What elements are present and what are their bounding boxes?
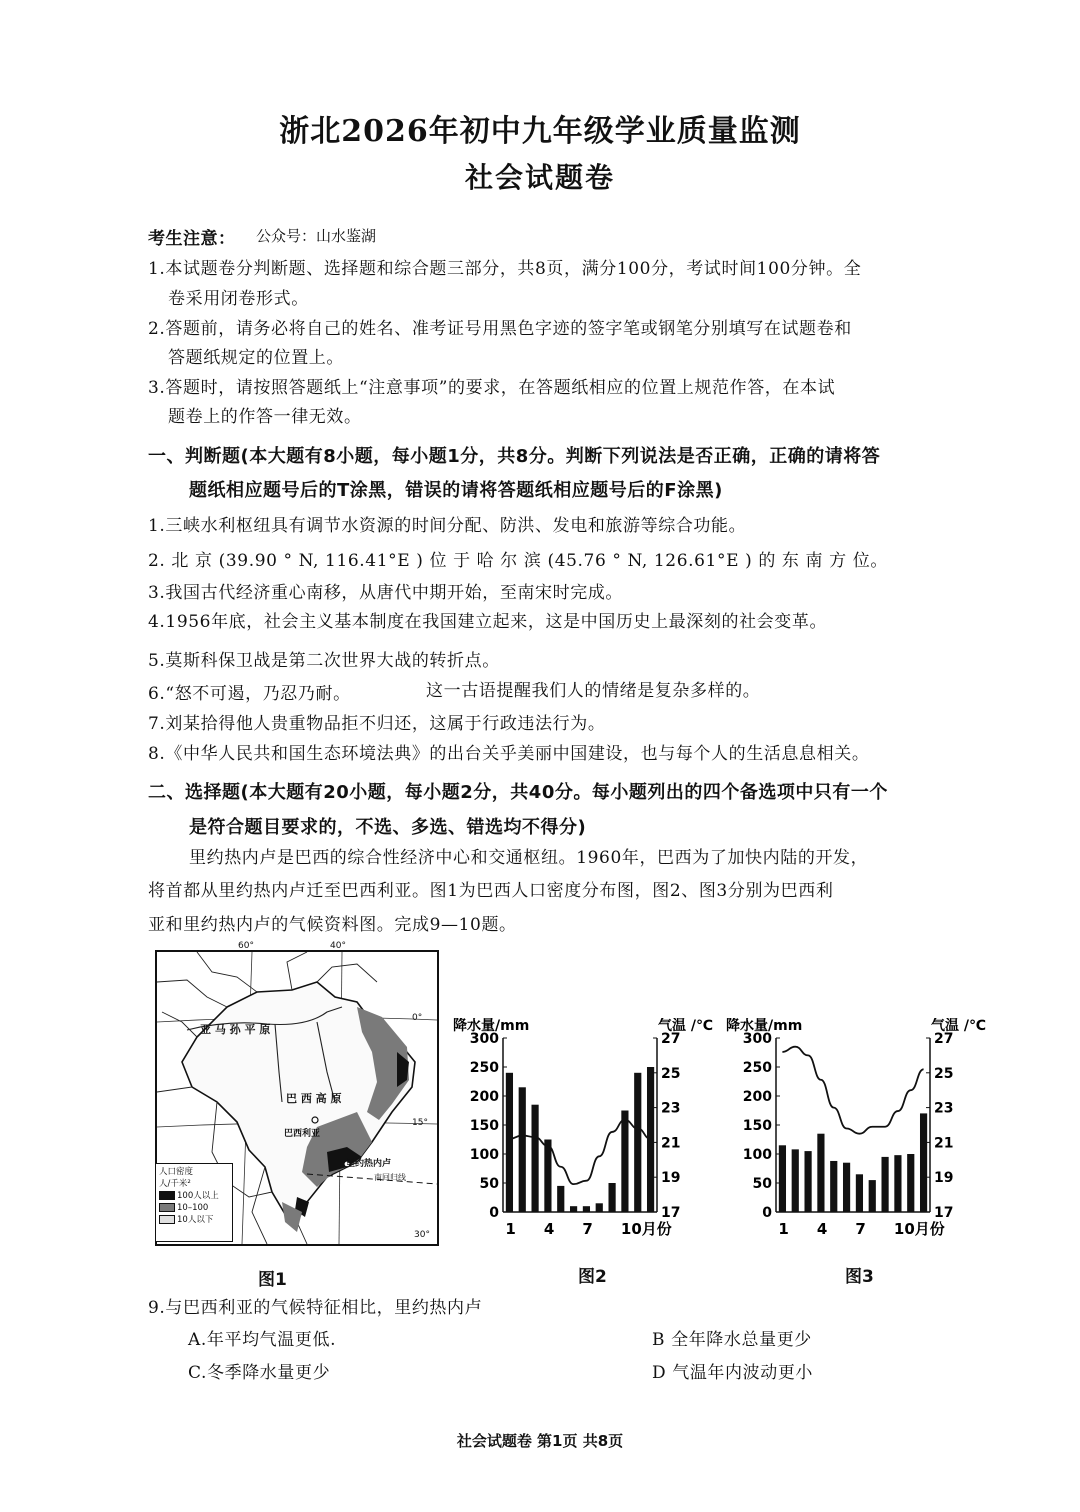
question-8: 8.《中华人民共和国生态环境法典》的出台关乎美丽中国建设，也与每个人的生活息息相关。 xyxy=(148,744,870,764)
chart2-precip-bar xyxy=(634,1073,641,1212)
legend-swatch-high xyxy=(159,1191,175,1200)
page-title: 浙北2026年初中九年级学业质量监测 xyxy=(279,114,801,149)
chart2-ytick-label: 250 xyxy=(469,1060,499,1076)
legend-title: 人口密度 xyxy=(159,1167,194,1177)
chart3-y2tick-label: 23 xyxy=(934,1100,954,1117)
notice-account: 公众号：山水鉴湖 xyxy=(256,227,377,245)
figure2-climate-chart xyxy=(445,1018,715,1248)
chart3-y2tick-label: 27 xyxy=(934,1031,954,1047)
legend-low: 10人以下 xyxy=(177,1215,214,1225)
map-lon40: 40° xyxy=(330,941,346,951)
chart3-precip-bar xyxy=(881,1157,888,1212)
chart3-temperature-line xyxy=(782,1047,923,1134)
chart3-precip-bar xyxy=(804,1151,811,1212)
chart2-ylabel: 降水量/mm xyxy=(453,1018,530,1034)
chart3-ytick-label: 100 xyxy=(742,1147,772,1163)
question-9-option-b: B 全年降水总量更少 xyxy=(652,1330,812,1350)
notice-item-3-line-1: 3.答题时，请按照答题纸上“注意事项”的要求，在答题纸相应的位置上规范作答，在本试 xyxy=(148,378,836,398)
chart3-precip-bar xyxy=(869,1180,876,1212)
question-5: 5.莫斯科保卫战是第二次世界大战的转折点。 xyxy=(148,651,500,671)
notice-item-3-line-2: 题卷上的作答一律无效。 xyxy=(168,407,362,427)
chart2-y2tick-label: 25 xyxy=(661,1065,681,1082)
legend-mid: 10–100 xyxy=(177,1203,209,1213)
chart2-y2tick-label: 21 xyxy=(661,1135,681,1152)
chart3-y2tick-label: 19 xyxy=(934,1170,954,1187)
chart2-xtick-label: 1 xyxy=(505,1220,516,1238)
chart2-xtick-label: 7 xyxy=(582,1220,593,1238)
chart2-ytick-label: 200 xyxy=(469,1089,499,1105)
notice-item-2-line-1: 2.答题前，请务必将自己的姓名、准考证号用黑色字迹的签字笔或钢笔分别填写在试题卷和 xyxy=(148,319,852,339)
chart2-y2tick-label: 27 xyxy=(661,1031,681,1047)
chart2-y2tick-label: 19 xyxy=(661,1170,681,1187)
map-label-tropic: 南回归线 xyxy=(374,1173,406,1182)
chart3-ytick-label: 150 xyxy=(742,1118,772,1134)
map-label-plateau: 巴 西 高 原 xyxy=(286,1092,342,1105)
question-9: 9.与巴西利亚的气候特征相比，里约热内卢 xyxy=(148,1298,483,1318)
legend-swatch-mid xyxy=(159,1203,175,1212)
section2-intro-line-1: 里约热内卢是巴西的综合性经济中心和交通枢纽。1960年，巴西为了加快内陆的开发， xyxy=(189,848,869,868)
legend-high: 100人以上 xyxy=(177,1191,219,1201)
section1-heading-line-1: 一、判断题(本大题有8小题，每小题1分，共8分。判断下列说法是否正确，正确的请将答 xyxy=(148,446,881,467)
legend-unit: 人/千米² xyxy=(159,1179,191,1189)
chart2-ytick-label: 150 xyxy=(469,1118,499,1134)
figure1-caption: 图1 xyxy=(258,1270,287,1290)
question-7: 7.刘某拾得他人贵重物品拒不归还，这属于行政违法行为。 xyxy=(148,714,606,734)
legend-swatch-low xyxy=(159,1215,175,1224)
chart3-y2label: 气温 /℃ xyxy=(931,1018,986,1034)
section2-heading-line-1: 二、选择题(本大题有20小题，每小题2分，共40分。每小题列出的四个备选项中只有一个 xyxy=(148,782,888,803)
chart3-y2tick-label: 25 xyxy=(934,1065,954,1082)
figure3-climate-chart xyxy=(718,1018,988,1248)
chart3-xtick-label: 10月份 xyxy=(893,1220,945,1238)
question-4: 4.1956年底，社会主义基本制度在我国建立起来，这是中国历史上最深刻的社会变革。 xyxy=(148,612,828,632)
question-1: 1.三峡水利枢纽具有调节水资源的时间分配、防洪、发电和旅游等综合功能。 xyxy=(148,516,747,536)
chart3-precip-bar xyxy=(907,1154,914,1212)
chart2-precip-bar xyxy=(596,1203,603,1212)
figure3-caption: 图3 xyxy=(845,1267,874,1287)
question-3: 3.我国古代经济重心南移，从唐代中期开始，至南宋时完成。 xyxy=(148,583,624,603)
chart2-xtick-label: 4 xyxy=(543,1220,555,1238)
map-lat0: 0° xyxy=(412,1013,423,1023)
chart3-ytick-label: 250 xyxy=(742,1060,772,1076)
chart2-precip-bar xyxy=(621,1111,628,1213)
question-6-part-b: 这一古语提醒我们人的情绪是复杂多样的。 xyxy=(426,681,761,701)
question-2: 2. 北 京 (39.90 ° N, 116.41°E ) 位 于 哈 尔 滨 (45.76 ° N, 126.61°E ) 的 东 南 方 位。 xyxy=(148,551,888,571)
brasilia-dot xyxy=(312,1117,318,1123)
chart2-precip-bar xyxy=(557,1186,564,1212)
chart3-precip-bar xyxy=(920,1113,927,1212)
map-label-amazon: 亚 马 孙 平 原 xyxy=(200,1023,271,1036)
chart2-ytick-label: 50 xyxy=(479,1176,499,1192)
map-label-brasilia: 巴西利亚 xyxy=(284,1129,321,1139)
chart2-y2tick-label: 23 xyxy=(661,1100,681,1117)
chart2-precip-bar xyxy=(506,1073,513,1212)
figure2-caption: 图2 xyxy=(578,1267,607,1287)
section2-intro-line-2: 将首都从里约热内卢迁至巴西利亚。图1为巴西人口密度分布图，图2、图3分别为巴西利 xyxy=(148,881,834,901)
chart2-ytick-label: 100 xyxy=(469,1147,499,1163)
chart3-ytick-label: 50 xyxy=(752,1176,772,1192)
chart3-precip-bar xyxy=(817,1134,824,1212)
map-lat15: 15° xyxy=(412,1118,428,1128)
chart3-precip-bar xyxy=(894,1155,901,1212)
chart2-precip-bar xyxy=(608,1183,615,1212)
chart2-temperature-line xyxy=(509,1120,650,1184)
notice-item-2-line-2: 答题纸规定的位置上。 xyxy=(168,348,344,368)
section2-intro-line-3: 亚和里约热内卢的气候资料图。完成9—10题。 xyxy=(148,915,517,935)
notice-item-1-line-2: 卷采用闭卷形式。 xyxy=(168,289,309,309)
page-footer: 社会试题卷 第1页 共8页 xyxy=(456,1432,624,1450)
chart3-y2tick-label: 21 xyxy=(934,1135,954,1152)
map-lat30: 30° xyxy=(414,1230,430,1240)
chart3-precip-bar xyxy=(779,1145,786,1212)
chart2-precip-bar xyxy=(544,1140,551,1213)
chart3-y2tick-label: 17 xyxy=(934,1205,954,1221)
map-lon60: 60° xyxy=(238,941,254,951)
chart2-y2tick-label: 17 xyxy=(661,1205,681,1221)
chart2-xtick-label: 10月份 xyxy=(620,1220,672,1238)
chart3-xtick-label: 4 xyxy=(816,1220,828,1238)
chart2-precip-bar xyxy=(583,1206,590,1212)
chart2-precip-bar xyxy=(519,1087,526,1212)
chart3-ytick-label: 0 xyxy=(762,1205,772,1221)
chart3-ytick-label: 200 xyxy=(742,1089,772,1105)
chart2-y2label: 气温 /℃ xyxy=(658,1018,713,1034)
section2-heading-line-2: 是符合题目要求的，不选、多选、错选均不得分) xyxy=(189,817,587,838)
chart3-precip-bar xyxy=(843,1163,850,1212)
chart2-precip-bar xyxy=(570,1206,577,1212)
question-9-option-c: C.冬季降水量更少 xyxy=(188,1363,331,1383)
notice-item-1-line-1: 1.本试题卷分判断题、选择题和综合题三部分，共8页，满分100分，考试时间100分钟。全 xyxy=(148,259,862,279)
page-subtitle: 社会试题卷 xyxy=(464,161,615,194)
chart3-precip-bar xyxy=(856,1174,863,1212)
chart2-precip-bar xyxy=(531,1105,538,1212)
question-9-option-a: A.年平均气温更低. xyxy=(188,1330,337,1350)
question-9-option-d: D 气温年内波动更小 xyxy=(652,1363,814,1383)
notice-label: 考生注意： xyxy=(148,229,236,249)
chart3-precip-bar xyxy=(792,1149,799,1212)
question-6-part-a: 6.“怒不可遏，乃忍乃耐。 xyxy=(148,684,351,704)
section1-heading-line-2: 题纸相应题号后的T涂黑，错误的请将答题纸相应题号后的F涂黑) xyxy=(189,480,723,501)
map-label-rio: 里约热内卢 xyxy=(346,1159,392,1169)
chart3-ylabel: 降水量/mm xyxy=(726,1018,803,1034)
chart3-ytick-label: 300 xyxy=(742,1031,772,1047)
chart3-xtick-label: 1 xyxy=(778,1220,789,1238)
chart3-precip-bar xyxy=(830,1161,837,1212)
map-legend xyxy=(155,1163,233,1242)
chart3-xtick-label: 7 xyxy=(855,1220,866,1238)
chart2-ytick-label: 0 xyxy=(489,1205,499,1221)
chart2-ytick-label: 300 xyxy=(469,1031,499,1047)
